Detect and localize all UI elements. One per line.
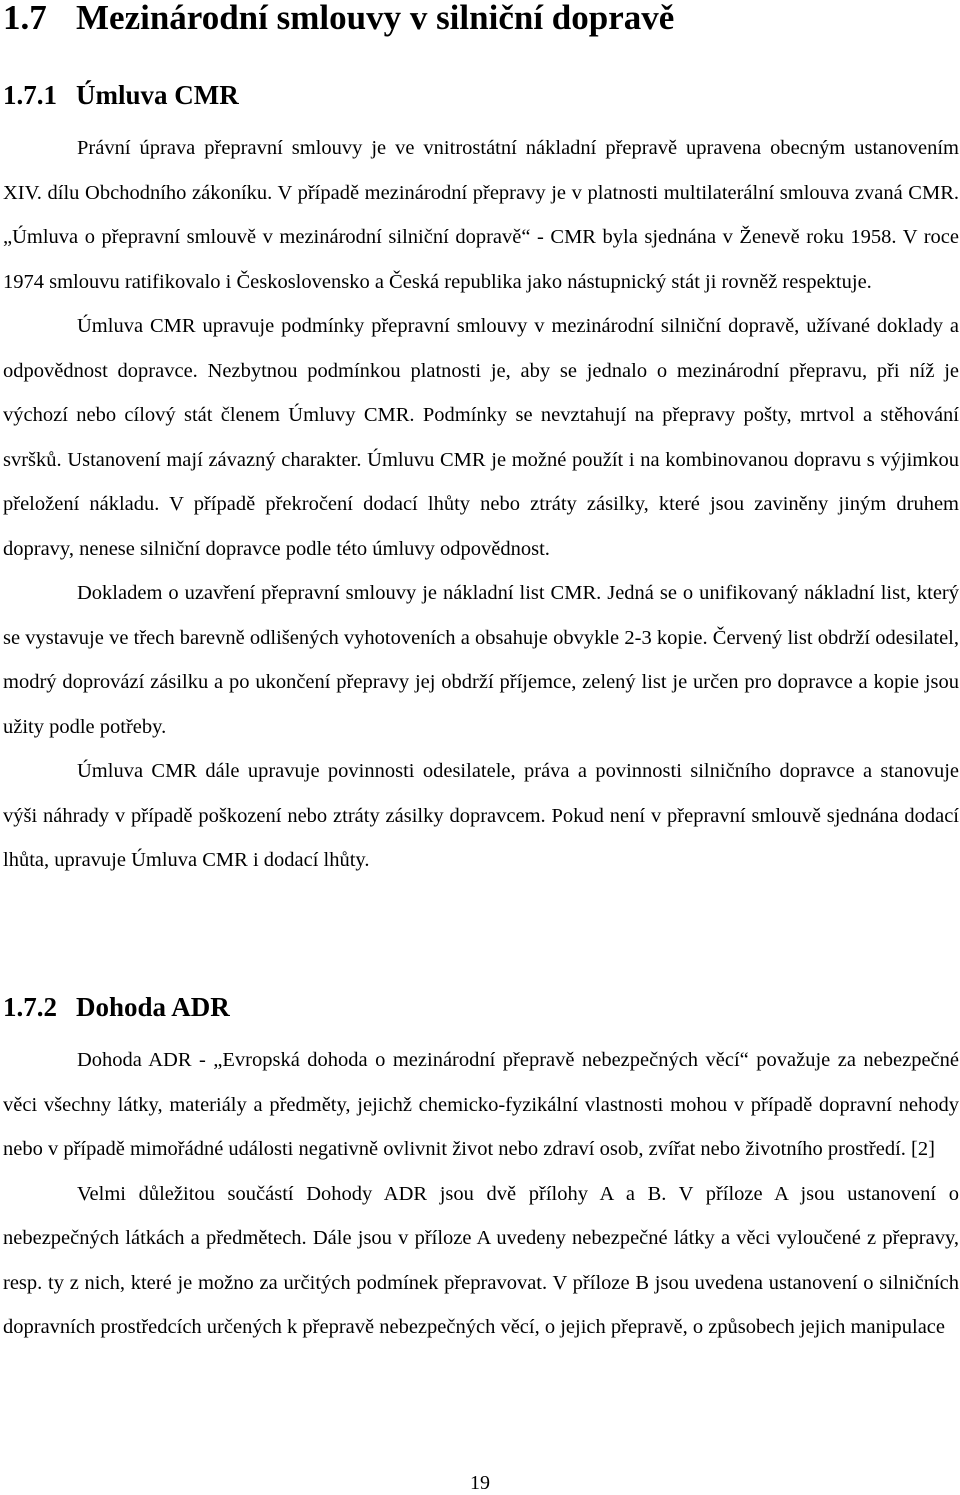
page-number: 19 [470,1472,490,1494]
section-heading-adr [3,991,230,1023]
chapter-title: Mezinárodní smlouvy v silniční dopravě [76,0,675,37]
section-heading-cmr [3,79,239,111]
chapter-number: 1.7 [3,0,47,37]
section-number: 1.7.1 [3,80,57,110]
paragraph: Úmluva CMR upravuje podmínky přepravní smlouvy v mezinárodní silniční dopravě, užívané doklady a odpovědnost dopravce. Nezbytnou podmínkou platnosti je, aby se jednalo o mezinárodní přepravu, při níž je výchozí nebo cílový stát členem Úmluvy CMR. Podmínky se nevztahují na přepravy pošty, mrtvol a stěhování svršků. Ustanovení mají závazný charakter. Úmluvu CMR je možné použít i na kombinovanou dopravu s výjimkou přeložení nákladu. V případě překročení dodací lhůty nebo ztráty zásilky, které jsou zaviněny jiným druhem dopravy, nenese silniční dopravce podle této úmluvy odpovědnost. [3,315,959,560]
section-body-adr [3,1038,959,1350]
paragraph: Úmluva CMR dále upravuje povinnosti odesilatele, práva a povinnosti silničního dopravce a stanovuje výši náhrady v případě poškození nebo ztráty zásilky dopravcem. Pokud není v přepravní smlouvě sjednána dodací lhůta, upravuje Úmluva CMR i dodací lhůty. [3,760,959,871]
paragraph: Dohoda ADR - „Evropská dohoda o mezinárodní přepravě nebezpečných věcí“ považuje za nebezpečné věci všechny látky, materiály a předměty, jejichž chemicko-fyzikální vlastnosti mohou v případě dopravní nehody nebo v případě mimořádné události negativně ovlivnit život nebo zdraví osob, zvířat nebo životního prostředí. [2] [3,1049,959,1160]
section-title: Úmluva CMR [76,80,239,110]
paragraph: Velmi důležitou součástí Dohody ADR jsou dvě přílohy A a B. V příloze A jsou ustanovení o nebezpečných látkách a předmětech. Dále jsou v příloze A uvedeny nebezpečné látky a věci vyloučené z přepravy, resp. ty z nich, které je možno za určitých podmínek přepravovat. V příloze B jsou uvedena ustanovení o silničních dopravních prostředcích určených k přepravě nebezpečných věcí, o jejich přepravě, o způsobech jejich manipulace [3,1182,959,1338]
section-number: 1.7.2 [3,992,57,1022]
chapter-heading [3,0,674,38]
section-body-cmr [3,126,959,883]
section-title: Dohoda ADR [76,992,230,1022]
paragraph: Dokladem o uzavření přepravní smlouvy je nákladní list CMR. Jedná se o unifikovaný nákladní list, který se vystavuje ve třech barevně odlišených vyhotoveních a obsahuje obvykle 2-3 kopie. Červený list obdrží odesilatel, modrý doprovází zásilku a po ukončení přepravy jej obdrží příjemce, zelený list je určen pro dopravce a kopie jsou užity podle potřeby. [3,582,959,738]
paragraph: Právní úprava přepravní smlouvy je ve vnitrostátní nákladní přepravě upravena obecným ustanovením XIV. dílu Obchodního zákoníku. V případě mezinárodní přepravy je v platnosti multilaterální smlouva zvaná CMR. „Úmluva o přepravní smlouvě v mezinárodní silniční dopravě“ - CMR byla sjednána v Ženevě roku 1958. V roce 1974 smlouvu ratifikovalo i Československo a Česká republika jako nástupnický stát ji rovněž respektuje. [3,137,959,293]
